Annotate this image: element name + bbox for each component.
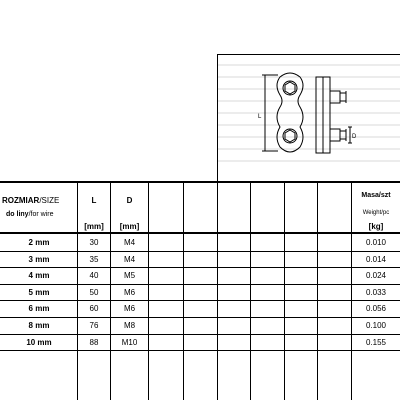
divider: [217, 182, 218, 400]
dimension-label-D: D: [352, 134, 357, 140]
mass-cell: 0.155: [365, 337, 387, 347]
size-cell: 8 mm: [28, 321, 50, 330]
row-divider: [0, 251, 400, 252]
for-wire-header: do liny/for wire: [6, 211, 54, 218]
unit-mass: [kg]: [368, 222, 384, 231]
row-divider: [0, 284, 400, 285]
length-cell: 35: [89, 254, 99, 264]
divider: [183, 182, 184, 400]
thread-cell: M4: [123, 254, 136, 264]
mass-cell: 0.056: [365, 304, 387, 314]
divider: [317, 182, 318, 400]
weight-header: Weight/pc: [362, 210, 390, 216]
size-cell: 2 mm: [28, 238, 50, 247]
length-cell: 30: [89, 238, 99, 247]
length-cell: 50: [89, 287, 99, 297]
mass-cell: 0.014: [365, 254, 387, 264]
size-cell: 10 mm: [26, 337, 52, 347]
divider: [250, 182, 251, 400]
row-divider: [0, 267, 400, 268]
mass-cell: 0.024: [365, 271, 387, 281]
divider: [0, 232, 400, 234]
size-cell: 3 mm: [28, 254, 50, 264]
dimension-label-L: L: [258, 114, 262, 120]
size-header: ROZMIAR/SIZE: [2, 196, 60, 205]
thread-cell: M6: [123, 304, 136, 314]
thread-cell: M8: [123, 321, 136, 330]
thread-cell: M6: [123, 287, 136, 297]
mass-header: Masa/szt: [361, 192, 391, 199]
divider: [0, 181, 400, 183]
thread-cell: M10: [121, 337, 138, 347]
row-divider: [0, 350, 400, 351]
thread-cell: M4: [123, 238, 136, 247]
column-header-L: L: [91, 196, 97, 205]
unit-D: [mm]: [119, 222, 140, 231]
length-cell: 76: [89, 321, 99, 330]
mass-cell: 0.100: [365, 321, 387, 330]
row-divider: [0, 334, 400, 335]
size-cell: 4 mm: [28, 271, 50, 281]
wire-clip-drawing: [218, 55, 400, 180]
length-cell: 60: [89, 304, 99, 314]
row-divider: [0, 317, 400, 318]
divider: [284, 182, 285, 400]
row-divider: [0, 300, 400, 301]
mass-cell: 0.033: [365, 287, 387, 297]
length-cell: 88: [89, 337, 99, 347]
column-header-D: D: [126, 196, 133, 205]
thread-cell: M5: [123, 271, 136, 281]
divider: [148, 182, 149, 400]
length-cell: 40: [89, 271, 99, 281]
size-cell: 6 mm: [28, 304, 50, 314]
mass-cell: 0.010: [365, 238, 387, 247]
unit-L: [mm]: [84, 222, 104, 231]
size-cell: 5 mm: [28, 287, 50, 297]
